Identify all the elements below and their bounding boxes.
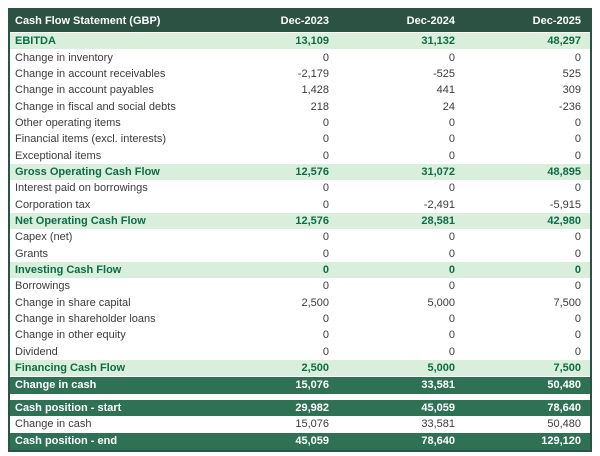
row-label: Change in other equity	[15, 329, 126, 342]
table-row	[10, 49, 590, 65]
cell-value: 15,076	[295, 418, 329, 431]
row-label: Dividend	[15, 345, 58, 358]
cell-value: 525	[562, 67, 581, 80]
cell-value: 0	[448, 182, 455, 195]
row-label: Financing Cash Flow	[15, 362, 126, 375]
table-row	[10, 262, 590, 278]
cell-value: 0	[322, 231, 329, 244]
cell-value: 0	[448, 133, 455, 146]
cell-value: 48,895	[547, 165, 581, 178]
cell-value: -5,915	[549, 198, 581, 211]
cell-value: 218	[310, 100, 329, 113]
table-row	[10, 33, 590, 49]
cell-value: 31,132	[421, 35, 455, 48]
column-header-dec-2023: Dec-2023	[280, 15, 329, 27]
cell-value: 0	[322, 116, 329, 129]
cell-value: 48,297	[547, 35, 581, 48]
cell-value: 0	[448, 149, 455, 162]
cash-flow-statement-table	[8, 8, 592, 452]
table-row	[10, 164, 590, 180]
row-label: Change in cash	[15, 418, 92, 431]
cell-value: 0	[322, 280, 329, 293]
row-label: Cash position - end	[15, 435, 118, 448]
column-header-dec-2024: Dec-2024	[406, 15, 455, 27]
table-row	[10, 416, 590, 432]
cell-value: 0	[322, 51, 329, 64]
row-label: Gross Operating Cash Flow	[15, 165, 160, 178]
cell-value: 78,640	[547, 401, 581, 414]
cell-value: 7,500	[553, 296, 581, 309]
table-title: Cash Flow Statement (GBP)	[15, 15, 161, 27]
cell-value: 13,109	[295, 35, 329, 48]
cell-value: 0	[574, 51, 581, 64]
cell-value: 0	[574, 149, 581, 162]
cell-value: 0	[322, 345, 329, 358]
cell-value: 42,980	[547, 214, 581, 227]
row-label: Other operating items	[15, 116, 121, 129]
row-label: Change in account receivables	[15, 67, 166, 80]
row-label: Change in fiscal and social debts	[15, 100, 176, 113]
cell-value: 0	[322, 329, 329, 342]
row-label: EBITDA	[15, 35, 56, 48]
row-label: Net Operating Cash Flow	[15, 214, 146, 227]
row-label: Change in shareholder loans	[15, 313, 156, 326]
row-label: Grants	[15, 247, 49, 260]
table-row	[10, 376, 590, 393]
cell-value: -2,491	[423, 198, 455, 211]
cell-value: 5,000	[427, 296, 455, 309]
table-row	[10, 131, 590, 147]
table-header-row	[10, 10, 590, 33]
row-label: Borrowings	[15, 280, 71, 293]
cell-value: 0	[322, 247, 329, 260]
cell-value: 0	[574, 313, 581, 326]
cell-value: 45,059	[295, 435, 329, 448]
row-label: Capex (net)	[15, 231, 73, 244]
cell-value: 0	[574, 345, 581, 358]
cell-value: 33,581	[421, 418, 455, 431]
cell-value: 31,072	[421, 165, 455, 178]
cell-value: -525	[432, 67, 455, 80]
cell-value: 50,480	[547, 379, 581, 392]
cell-value: 1,428	[301, 84, 329, 97]
cell-value: 15,076	[295, 379, 329, 392]
table-row	[10, 311, 590, 327]
row-label: Cash position - start	[15, 401, 122, 414]
table-row	[10, 180, 590, 196]
cell-value: 0	[574, 263, 581, 276]
cell-value: -2,179	[297, 67, 329, 80]
cell-value: 0	[574, 280, 581, 293]
cell-value: 0	[574, 329, 581, 342]
cell-value: 309	[562, 84, 581, 97]
row-label: Change in inventory	[15, 51, 113, 64]
table-row	[10, 213, 590, 229]
cell-value: 0	[448, 51, 455, 64]
column-header-dec-2025: Dec-2025	[532, 15, 581, 27]
cell-value: 0	[448, 231, 455, 244]
table-row	[10, 278, 590, 294]
cell-value: 45,059	[421, 401, 455, 414]
cell-value: 12,576	[295, 214, 329, 227]
row-label: Investing Cash Flow	[15, 263, 122, 276]
cell-value: 0	[574, 247, 581, 260]
cell-value: 0	[448, 247, 455, 260]
cell-value: 129,120	[541, 435, 581, 448]
table-row	[10, 432, 590, 449]
cell-value: 0	[322, 198, 329, 211]
cell-value: 33,581	[421, 379, 455, 392]
cell-value: 0	[574, 182, 581, 195]
cell-value: 0	[322, 313, 329, 326]
table-row	[10, 229, 590, 245]
row-label: Financial items (excl. interests)	[15, 133, 166, 146]
cell-value: 5,000	[427, 362, 455, 375]
table-row	[10, 327, 590, 343]
cell-value: 24	[442, 100, 455, 113]
table-row	[10, 147, 590, 163]
cell-value: 2,500	[301, 296, 329, 309]
cell-value: 12,576	[295, 165, 329, 178]
cell-value: 0	[448, 345, 455, 358]
cell-value: 78,640	[421, 435, 455, 448]
cell-value: 0	[322, 149, 329, 162]
cell-value: 0	[322, 133, 329, 146]
row-label: Change in cash	[15, 379, 97, 392]
row-label: Interest paid on borrowings	[15, 182, 148, 195]
cell-value: 7,500	[553, 362, 581, 375]
row-label: Corporation tax	[15, 198, 91, 211]
table-row	[10, 196, 590, 212]
table-row	[10, 245, 590, 261]
cell-value: 0	[322, 263, 329, 276]
cell-value: 0	[448, 116, 455, 129]
table-row	[10, 115, 590, 131]
cell-value: 2,500	[301, 362, 329, 375]
cell-value: 0	[448, 263, 455, 276]
table-row	[10, 360, 590, 376]
cell-value: -236	[558, 100, 581, 113]
row-label: Change in account payables	[15, 84, 154, 97]
row-label: Exceptional items	[15, 149, 102, 162]
table-row	[10, 98, 590, 114]
cell-value: 441	[436, 84, 455, 97]
table-body	[10, 33, 590, 450]
table-row	[10, 399, 590, 416]
cell-value: 0	[322, 182, 329, 195]
table-row	[10, 82, 590, 98]
table-row	[10, 295, 590, 311]
cell-value: 0	[448, 280, 455, 293]
cell-value: 0	[574, 133, 581, 146]
cell-value: 50,480	[547, 418, 581, 431]
row-label: Change in share capital	[15, 296, 131, 309]
cell-value: 0	[448, 329, 455, 342]
cell-value: 0	[574, 116, 581, 129]
cell-value: 29,982	[295, 401, 329, 414]
cell-value: 0	[574, 231, 581, 244]
table-row	[10, 344, 590, 360]
cell-value: 28,581	[421, 214, 455, 227]
cell-value: 0	[448, 313, 455, 326]
table-row	[10, 66, 590, 82]
